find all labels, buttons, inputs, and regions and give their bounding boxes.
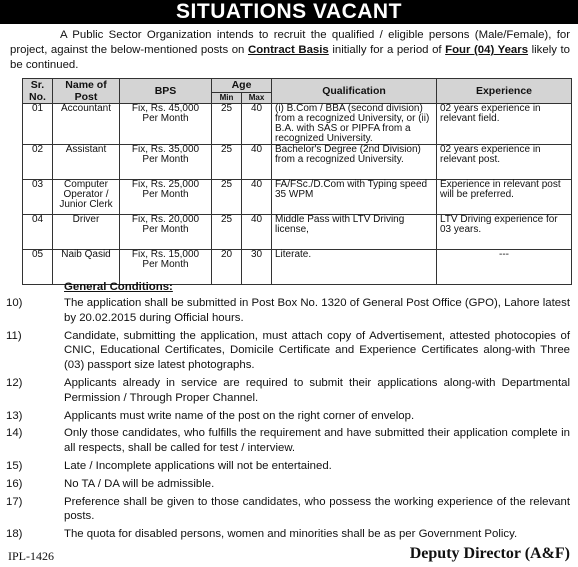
cell-sr: 03 [23,180,53,215]
cell-age-max: 40 [242,145,272,180]
header-age-min: Min [212,92,242,103]
header-age: Age [212,79,272,93]
cell-age-min: 20 [212,250,242,285]
cell-sr: 04 [23,215,53,250]
cell-experience: Experience in relevant post will be preferred. [437,180,572,215]
header-sr: Sr. No. [23,79,53,104]
cell-experience: --- [437,250,572,285]
cell-qualification: Bachelor's Degree (2nd Division) from a recognized University. [272,145,437,180]
condition-item [6,329,570,373]
cell-post: Assistant [53,145,120,180]
condition-number: 13) [6,409,23,422]
cell-bps: Fix, Rs. 35,000 Per Month [120,145,212,180]
condition-text: Applicants already in service are required to submit their applications along-with Departmental Permission / Through Proper Channel. [64,376,570,404]
cell-age-max: 40 [242,180,272,215]
condition-text: The application shall be submitted in Post Box No. 1320 of General Post Office (GPO), Lahore latest by 20.02.2015 during Official hours. [64,297,570,324]
cell-bps: Fix, Rs. 20,000 Per Month [120,215,212,250]
condition-number: 18) [6,528,23,541]
vacancies-table [22,78,572,285]
cell-post: Computer Operator / Junior Clerk [53,180,120,215]
contract-period: Four (04) Years [445,44,529,56]
cell-age-min: 25 [212,180,242,215]
condition-item [6,409,570,424]
table-row [23,145,572,180]
cell-experience: LTV Driving experience for 03 years. [437,215,572,250]
cell-age-max: 40 [242,104,272,145]
header-age-max: Max [242,92,272,103]
cell-age-min: 25 [212,145,242,180]
condition-text: No TA / DA will be admissible. [64,477,215,490]
cell-age-max: 40 [242,215,272,250]
ipl-reference: IPL-1426 [8,549,54,563]
condition-item [6,459,570,474]
cell-post: Accountant [53,104,120,145]
cell-qualification: (i) B.Com / BBA (second division) from a recognized University, or (ii) B.A. with SAS or PIPFA from a recognized University. [272,104,437,145]
cell-sr: 05 [23,250,53,285]
condition-text: Candidate, submitting the application, must attach copy of Advertisement, attested photocopies of CNIC, Educational Certificates, Domicile Certificate and Experience Certificates along-with Three (03) passport size latest photographs. [64,329,570,372]
table-row [23,215,572,250]
condition-number: 15) [6,459,23,472]
cell-post: Driver [53,215,120,250]
cell-bps: Fix, Rs. 45,000 Per Month [120,104,212,145]
cell-experience: 02 years experience in relevant field. [437,104,572,145]
table-row [23,250,572,285]
condition-item [6,477,570,492]
cell-experience: 02 years experience in relevant post. [437,145,572,180]
contract-basis: Contract Basis [247,44,329,56]
condition-text: Preference shall be given to those candidates, who possess the working experience of the relevant posts. [64,495,570,523]
condition-item [6,426,570,456]
cell-sr: 01 [23,104,53,145]
table-row [23,104,572,145]
condition-text: Late / Incomplete applications will not be entertained. [64,459,332,472]
cell-age-min: 25 [212,104,242,145]
cell-age-min: 25 [212,215,242,250]
general-conditions-heading: General Conditions: [64,281,173,293]
page-title: SITUATIONS VACANT [0,0,578,24]
cell-post: Naib Qasid [53,250,120,285]
cell-bps: Fix, Rs. 25,000 Per Month [120,180,212,215]
cell-age-max: 30 [242,250,272,285]
condition-number: 14) [6,427,23,440]
condition-text: The quota for disabled persons, women and minorities shall be as per Government Policy. [64,528,518,541]
header-post: Name of Post [53,79,120,104]
condition-number: 12) [6,376,23,389]
cell-bps: Fix, Rs. 15,000 Per Month [120,250,212,285]
cell-qualification: Literate. [272,250,437,285]
intro-text-2: initially for a period of [328,44,446,56]
condition-number: 17) [6,495,23,508]
table-row [23,180,572,215]
cell-sr: 02 [23,145,53,180]
conditions-list [6,296,570,545]
condition-item [6,296,570,326]
condition-number: 16) [6,477,23,490]
intro-paragraph [10,28,570,73]
cell-qualification: FA/FSc./D.Com with Typing speed 35 WPM [272,180,437,215]
condition-text: Only those candidates, who fulfills the requirement and have submitted their application complete in all respects, shall be called for test / interview. [64,427,570,455]
condition-item [6,527,570,542]
header-experience: Experience [437,79,572,104]
signatory: Deputy Director (A&F) [409,545,570,562]
condition-text: Applicants must write name of the post on the right corner of envelop. [64,409,415,422]
header-qualification: Qualification [272,79,437,104]
intro-text-3: likely to be continued. [10,44,570,71]
condition-item [6,376,570,406]
header-bps: BPS [120,79,212,104]
condition-item [6,495,570,525]
cell-qualification: Middle Pass with LTV Driving license, [272,215,437,250]
condition-number: 10) [6,297,23,309]
intro-text-1: A Public Sector Organization intends to recruit the qualified / eligible persons (Male/Female), for project, against the below-mentioned posts on [10,29,570,56]
condition-number: 11) [6,329,22,342]
